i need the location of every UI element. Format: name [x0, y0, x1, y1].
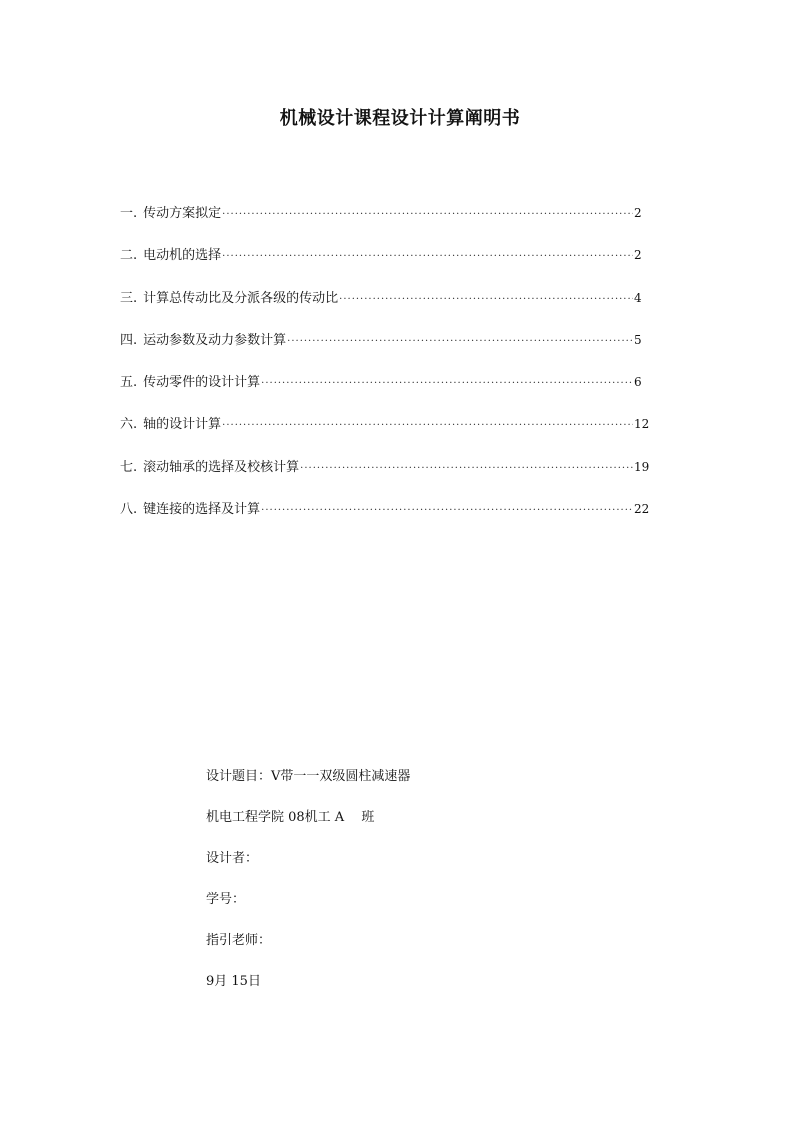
- toc-entry-number: 一.: [120, 206, 138, 221]
- design-topic-line: [206, 765, 626, 806]
- toc-entry-page: 6: [634, 375, 642, 390]
- toc-entry-page: 2: [634, 248, 642, 263]
- toc-entry-label: 传动零件的设计计算: [143, 375, 261, 391]
- toc-entry-label: 滚动轴承的选择及校核计算: [143, 459, 300, 475]
- toc-dot-leader: [261, 505, 633, 516]
- toc-entry-page: 22: [634, 502, 650, 517]
- toc-entry-page: 2: [634, 206, 642, 220]
- toc-entry-page: 19: [634, 459, 650, 474]
- toc-entry-number: 八.: [120, 502, 138, 518]
- toc-entry-number: 二.: [120, 248, 138, 264]
- toc-dot-leader: [261, 378, 633, 389]
- class-line: 机电工程学院 08机工 A 班: [206, 810, 375, 825]
- toc-entry-number: 四.: [120, 332, 138, 348]
- design-topic-label: 设计题目：: [206, 769, 272, 784]
- cover-info-block: [206, 765, 626, 1011]
- student-id-label: 学号：: [206, 892, 246, 907]
- toc-entry-label: 传动方案拟定: [143, 206, 222, 221]
- toc-dot-leader: [222, 420, 633, 431]
- toc-entry-label: 电动机的选择: [143, 248, 222, 264]
- toc-entry: [120, 202, 650, 244]
- advisor-label: 指引老师：: [206, 933, 272, 948]
- toc-entry: [120, 456, 650, 498]
- toc-entry-page: 5: [634, 332, 642, 347]
- toc-entry: [120, 244, 650, 286]
- toc-entry-page: 4: [634, 290, 642, 305]
- document-date: 9月 15日: [206, 974, 261, 989]
- toc-entry-number: 五.: [120, 375, 138, 391]
- toc-dot-leader: [222, 251, 633, 262]
- toc-dot-leader: [222, 209, 633, 220]
- designer-label: 设计者：: [206, 851, 259, 866]
- toc-dot-leader: [300, 463, 633, 474]
- design-topic-value: V带一一双级圆柱减速器: [271, 769, 411, 784]
- toc-entry-page: 12: [634, 417, 650, 432]
- toc-entry-number: 六.: [120, 417, 138, 433]
- toc-entry: [120, 413, 650, 455]
- toc-entry-number: 七.: [120, 459, 138, 475]
- toc-entry-label: 轴的设计计算: [143, 417, 222, 433]
- toc-entry: [120, 329, 650, 371]
- toc-dot-leader: [339, 294, 633, 305]
- toc-dot-leader: [287, 336, 633, 347]
- document-title: 机械设计课程设计计算阐明书: [279, 108, 521, 129]
- toc-entry: [120, 287, 650, 329]
- toc-entry-label: 运动参数及动力参数计算: [143, 332, 287, 348]
- toc-entry: [120, 371, 650, 413]
- toc-entry-label: 键连接的选择及计算: [143, 502, 261, 518]
- toc-entry: [120, 498, 650, 540]
- table-of-contents: [120, 202, 650, 540]
- toc-entry-label: 计算总传动比及分派各级的传动比: [143, 290, 339, 306]
- toc-entry-number: 三.: [120, 290, 138, 306]
